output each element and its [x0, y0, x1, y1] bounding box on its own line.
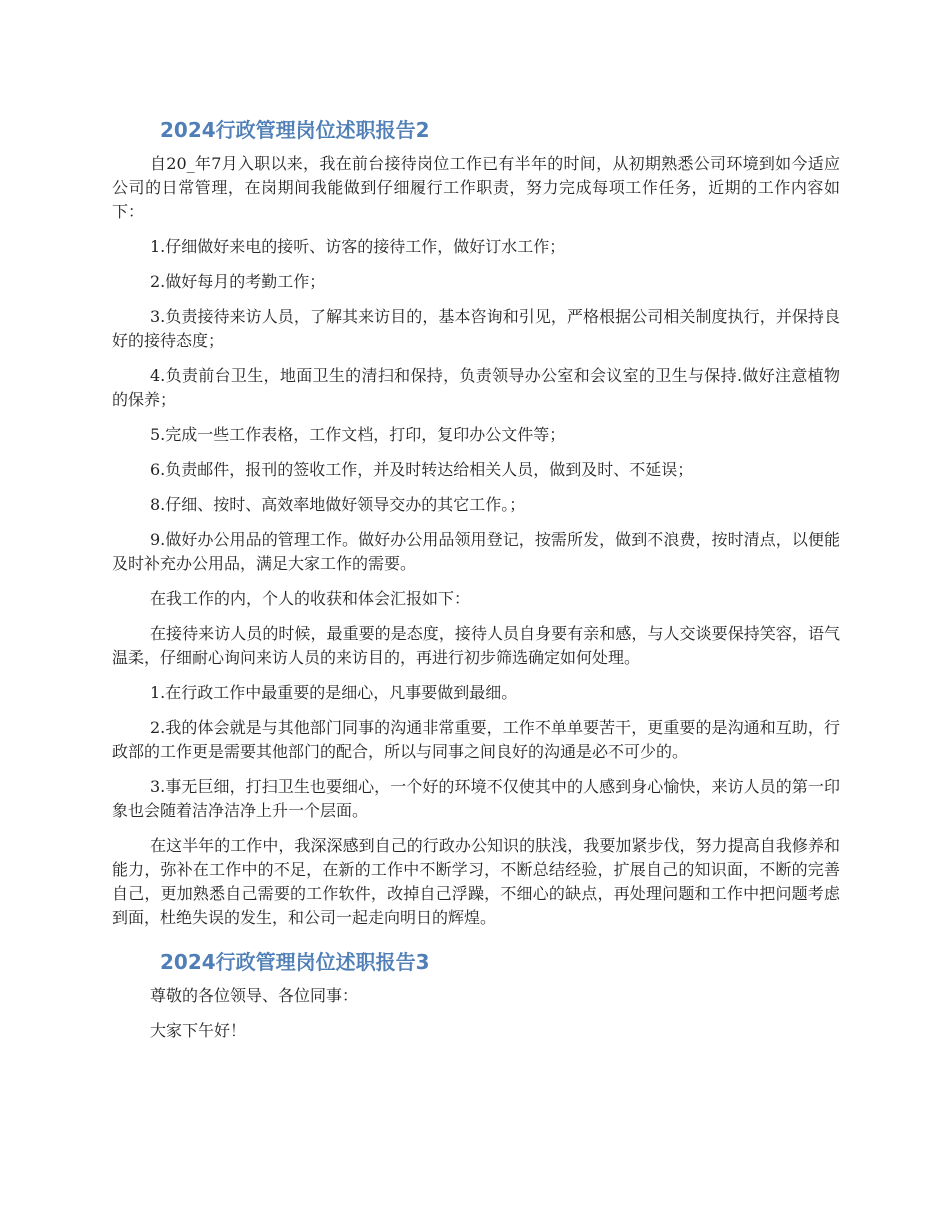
duty-item-5: 5.完成一些工作表格，工作文档，打印，复印办公文件等； — [150, 425, 566, 444]
report-heading-3: 2024行政管理岗位述职报告3 — [160, 950, 430, 974]
duty-item-1: 1.仔细做好来电的接听、访客的接待工作，做好订水工作； — [150, 237, 566, 256]
document-body — [112, 114, 840, 1054]
duty-item-2: 2.做好每月的考勤工作； — [150, 272, 326, 291]
salutation: 尊敬的各位领导、各位同事： — [150, 986, 359, 1005]
experience-item-1: 1.在行政工作中最重要的是细心，凡事要做到最细。 — [150, 683, 518, 702]
reception-attitude-paragraph: 在接待来访人员的时候，最重要的是态度，接待人员自身要有亲和感，与人交谈要保持笑容，语气温柔，仔细耐心询问来访人员的来访目的，再进行初步筛选确定如何处理。 — [112, 624, 840, 667]
duty-item-8: 8.仔细、按时、高效率地做好领导交办的其它工作。； — [150, 495, 526, 514]
report-heading-2: 2024行政管理岗位述职报告2 — [160, 118, 430, 142]
duty-item-9: 9.做好办公用品的管理工作。做好办公用品领用登记，按需所发，做到不浪费，按时清点，以便能及时补充办公用品，满足大家工作的需要。 — [112, 530, 840, 573]
experience-intro: 在我工作的内，个人的收获和体会汇报如下： — [150, 589, 471, 608]
duty-item-6: 6.负责邮件，报刊的签收工作，并及时转达给相关人员，做到及时、不延误； — [150, 460, 694, 479]
duty-item-3: 3.负责接待来访人员，了解其来访目的，基本咨询和引见，严格根据公司相关制度执行，并保持良好的接待态度； — [112, 307, 840, 350]
experience-item-3: 3.事无巨细，打扫卫生也要细心，一个好的环境不仅使其中的人感到身心愉快，来访人员的第一印象也会随着洁净洁净上升一个层面。 — [112, 777, 840, 820]
experience-item-2: 2.我的体会就是与其他部门同事的沟通非常重要，工作不单单要苦干，更重要的是沟通和互助，行政部的工作更是需要其他部门的配合，所以与同事之间良好的沟通是必不可少的。 — [112, 718, 840, 761]
conclusion-paragraph: 在这半年的工作中，我深深感到自己的行政办公知识的肤浅，我要加紧步伐，努力提高自我修养和能力，弥补在工作中的不足，在新的工作中不断学习，不断总结经验，扩展自己的知识面，不断的完善自己，更加熟悉自己需要的工作软件，改掉自己浮躁，不细心的缺点，再处理问题和工作中把问题考虑到面，杜绝失误的发生，和公司一起走向明日的辉煌。 — [112, 836, 840, 927]
intro-paragraph: 自20_年7月入职以来，我在前台接待岗位工作已有半年的时间，从初期熟悉公司环境到如今适应公司的日常管理，在岗期间我能做到仔细履行工作职责，努力完成每项工作任务，近期的工作内容如下： — [112, 154, 840, 221]
greeting: 大家下午好！ — [150, 1021, 247, 1040]
duty-item-4: 4.负责前台卫生，地面卫生的清扫和保持，负责领导办公室和会议室的卫生与保持.做好注意植物的保养； — [112, 366, 840, 409]
